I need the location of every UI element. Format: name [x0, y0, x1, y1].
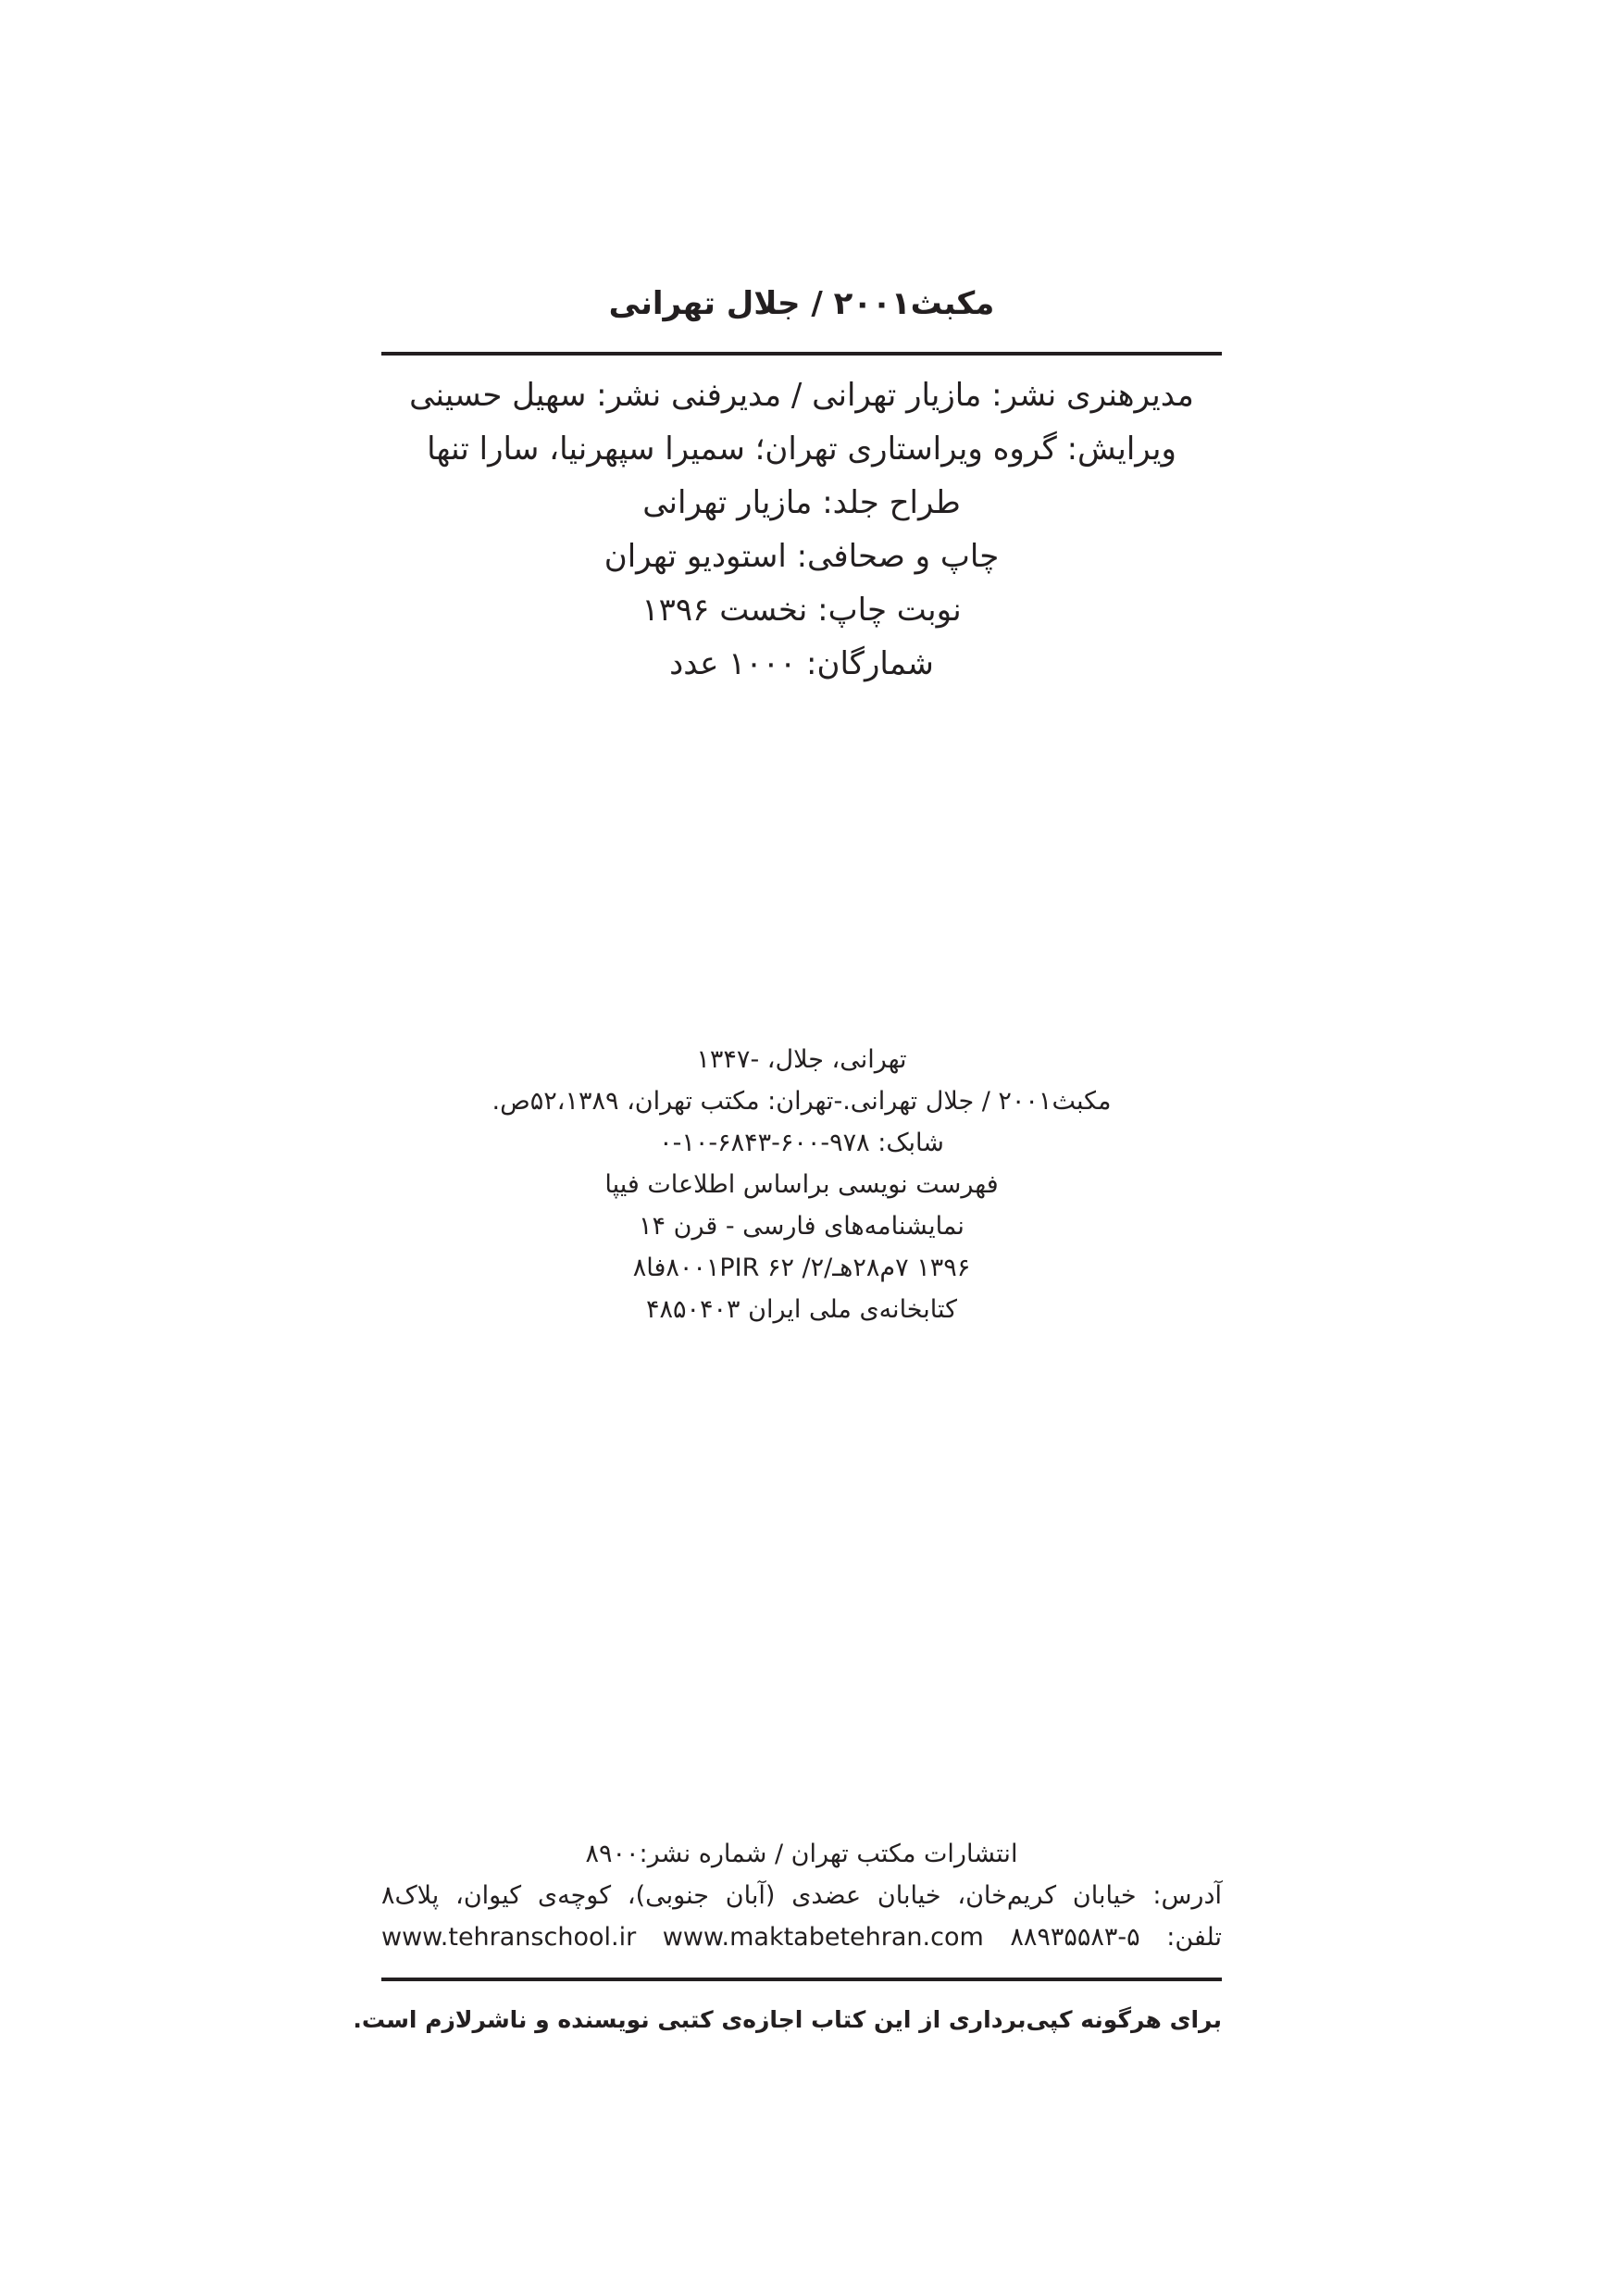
publisher-block — [381, 1833, 1222, 1958]
catalog-note: فهرست نویسی براساس اطلاعات فیپا — [604, 1170, 999, 1199]
credit-line-printing: چاپ و صحافی: استودیو تهران — [604, 538, 1000, 575]
title-divider — [381, 352, 1222, 356]
credits-block — [381, 368, 1222, 691]
publisher-contact: تلفن: ۵-۸۸۹۳۵۵۸۳ www.tehranschool.ir www.maktabetehran.com — [381, 1923, 1222, 1952]
catalog-isbn: شابک: ۹۷۸-۶۰۰-۶۸۴۳-۱۰-۰ — [659, 1129, 944, 1157]
publisher-address: آدرس: خیابان کریم‌خان، خیابان عضدی (آبان جنوبی)، کوچه‌ی کیوان، پلاک۸ — [381, 1881, 1222, 1910]
catalog-title: مکبث۲۰۰۱ / جلال تهرانی.-تهران: مکتب تهران، ۵۲،۱۳۸۹ص. — [492, 1087, 1112, 1116]
credit-line-circulation: شمارگان: ۱۰۰۰ عدد — [669, 645, 934, 682]
footer-divider — [381, 1978, 1222, 1981]
catalog-subject: نمایشنامه‌های فارسی - قرن ۱۴ — [639, 1212, 965, 1241]
credit-line-managers: مدیرهنری نشر: مازیار تهرانی / مدیرفنی نشر: سهیل حسینی — [409, 377, 1194, 414]
credit-line-cover: طراح جلد: مازیار تهرانی — [642, 484, 961, 521]
series-title: مکبث۲۰۰۱ / جلال تهرانی — [608, 285, 995, 322]
credit-line-edition: نوبت چاپ: نخست ۱۳۹۶ — [641, 592, 962, 629]
credit-line-editing: ویرایش: گروه ویراستاری تهران؛ سمیرا سپهرنیا، سارا تنها — [427, 430, 1176, 468]
catalog-classification: ۱۳۹۶ ۷م۲۸هـ/۸۰۰۱PIR ۶۲ /۲فا۸ — [632, 1254, 971, 1282]
catalog-library-number: کتابخانه‌ی ملی ایران ۴۸۵۰۴۰۳ — [646, 1295, 957, 1324]
copyright-note: برای هرگونه کپی‌برداری از این کتاب اجازه‌ی کتبی نویسنده و ناشرلازم است. — [353, 2006, 1222, 2033]
publisher-name: انتشارات مکتب تهران / شماره نشر:۸۹۰۰ — [585, 1840, 1018, 1868]
catalog-author: تهرانی، جلال، -۱۳۴۷ — [696, 1045, 907, 1074]
cataloging-block — [381, 1039, 1222, 1330]
